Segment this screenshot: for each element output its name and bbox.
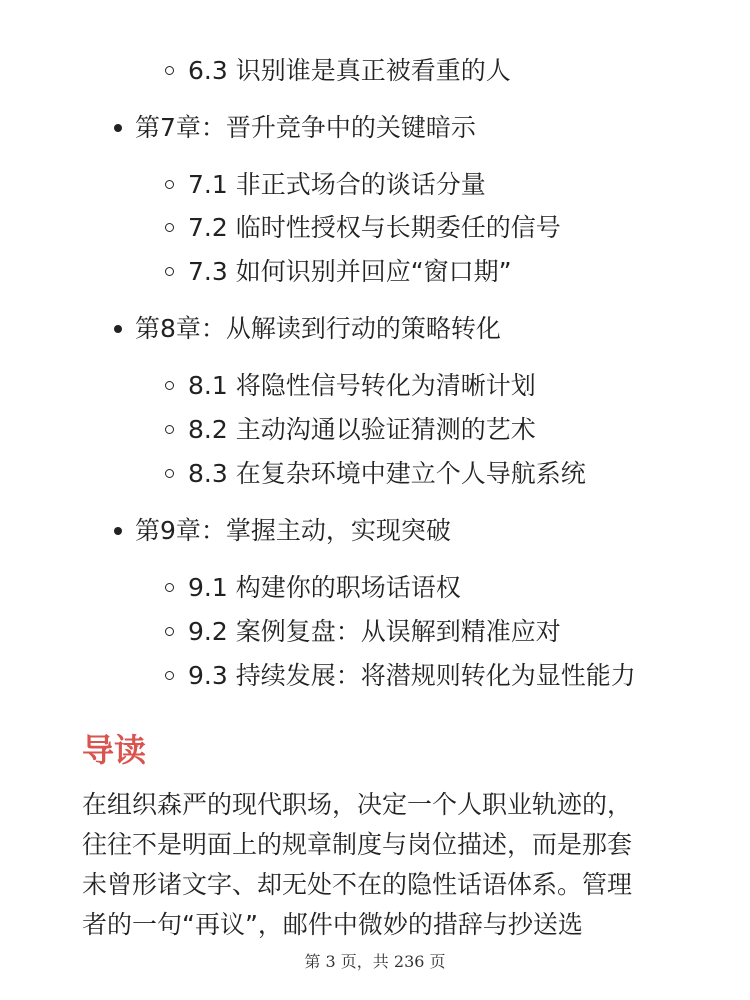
toc-section-8-2[interactable] [188, 413, 536, 447]
hollow-circle-bullet-icon [162, 54, 182, 88]
toc-item-label: 9.1 构建你的职场话语权 [188, 573, 461, 602]
paragraph-line: 往往不是明面上的规章制度与岗位描述，而是那套 [82, 830, 633, 859]
toc-chapter-9[interactable] [135, 514, 451, 548]
hollow-circle-bullet-icon [162, 255, 182, 289]
toc-section-7-1[interactable] [188, 168, 486, 202]
toc-item-label: 6.3 识别谁是真正被看重的人 [188, 56, 511, 85]
toc-item-label: 第7章：晋升竞争中的关键暗示 [135, 113, 476, 142]
page-number-footer: 第 3 页，共 236 页 [304, 952, 446, 971]
hollow-circle-bullet-icon [162, 571, 182, 605]
toc-chapter-8[interactable] [135, 312, 501, 346]
toc-item-label: 第8章：从解读到行动的策略转化 [135, 314, 501, 343]
hollow-circle-bullet-icon [162, 211, 182, 245]
hollow-circle-bullet-icon [162, 615, 182, 649]
paragraph-line: 者的一句“再议”，邮件中微妙的措辞与抄送选 [82, 910, 583, 939]
toc-section-9-3[interactable] [188, 659, 636, 693]
toc-item-label: 9.3 持续发展：将潜规则转化为显性能力 [188, 661, 636, 690]
hollow-circle-bullet-icon [162, 168, 182, 202]
intro-paragraph [82, 785, 677, 945]
hollow-circle-bullet-icon [162, 369, 182, 403]
toc-item-label: 8.2 主动沟通以验证猜测的艺术 [188, 415, 536, 444]
filled-dot-bullet-icon [109, 111, 129, 145]
filled-dot-bullet-icon [109, 312, 129, 346]
toc-item-label: 7.1 非正式场合的谈话分量 [188, 170, 486, 199]
hollow-circle-bullet-icon [162, 659, 182, 693]
toc-section-7-3[interactable] [188, 255, 512, 289]
toc-item-label: 7.2 临时性授权与长期委任的信号 [188, 213, 561, 242]
toc-item-label: 第9章：掌握主动，实现突破 [135, 516, 451, 545]
toc-section-8-1[interactable] [188, 369, 536, 403]
paragraph-line: 未曾形诸文字、却无处不在的隐性话语体系。管理 [82, 870, 633, 899]
intro-heading: 导读 [82, 731, 147, 769]
toc-chapter-7[interactable] [135, 111, 476, 145]
toc-section-6-3[interactable] [188, 54, 511, 88]
hollow-circle-bullet-icon [162, 457, 182, 491]
toc-section-9-1[interactable] [188, 571, 461, 605]
toc-item-label: 8.1 将隐性信号转化为清晰计划 [188, 371, 536, 400]
hollow-circle-bullet-icon [162, 413, 182, 447]
filled-dot-bullet-icon [109, 514, 129, 548]
toc-section-9-2[interactable] [188, 615, 561, 649]
toc-item-label: 9.2 案例复盘：从误解到精准应对 [188, 617, 561, 646]
toc-item-label: 7.3 如何识别并回应“窗口期” [188, 257, 512, 286]
paragraph-line: 在组织森严的现代职场，决定一个人职业轨迹的， [82, 790, 633, 819]
toc-section-8-3[interactable] [188, 457, 586, 491]
toc-section-7-2[interactable] [188, 211, 561, 245]
toc-item-label: 8.3 在复杂环境中建立个人导航系统 [188, 459, 586, 488]
